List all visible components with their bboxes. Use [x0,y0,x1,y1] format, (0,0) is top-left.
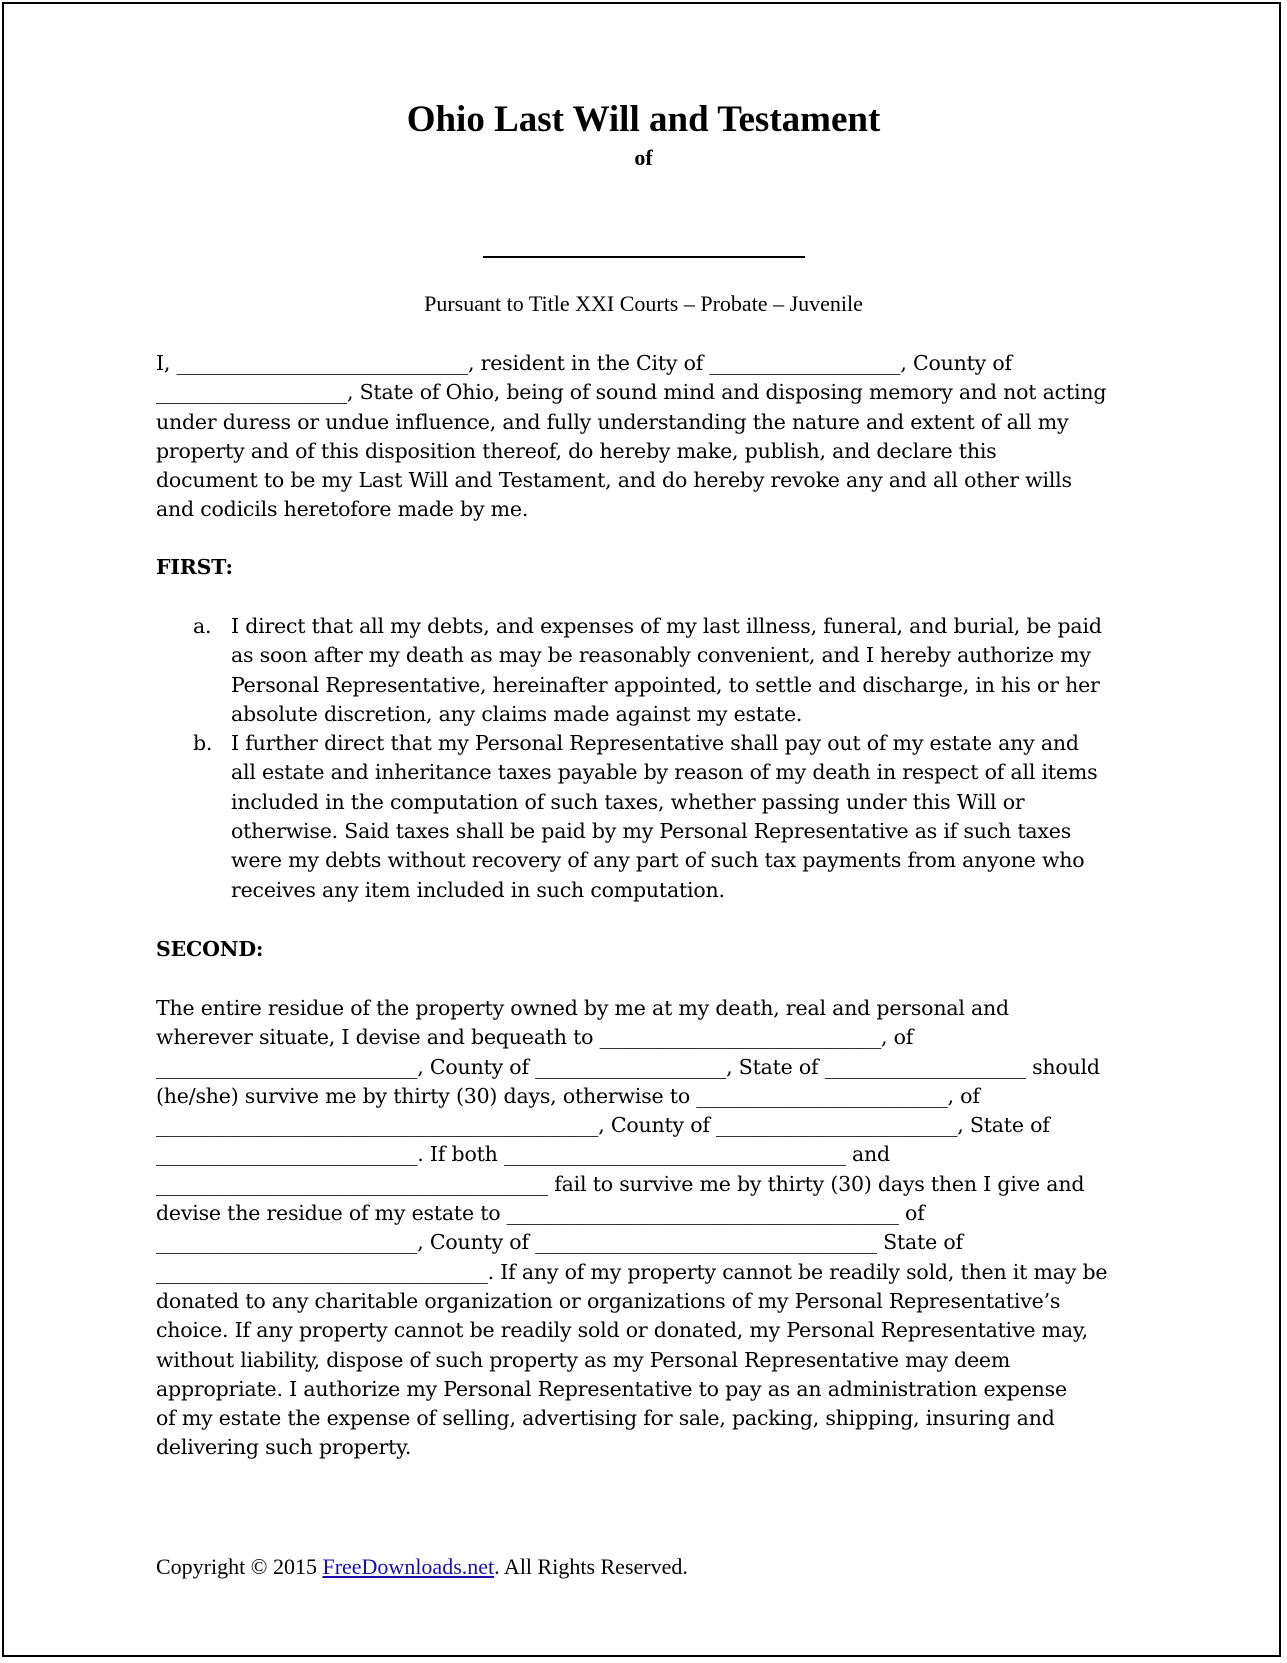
first-list [156,612,1136,905]
second-line: donated to any charitable organization or organizations of my Personal Representative’s [156,1288,1061,1313]
list-line: were my debts without recovery of any part of such tax payments from anyone who [231,848,1085,873]
second-line: without liability, dispose of such property as my Personal Representative may deem [156,1347,1011,1372]
list-item [156,612,1136,729]
document-subtitle: of [634,145,653,170]
second-line: choice. If any property cannot be readily sold or donated, my Personal Representative may, [156,1318,1088,1343]
second-line: delivering such property. [156,1435,412,1460]
second-line: __________________________. If both __________________________________ and [156,1142,890,1167]
list-line: I direct that all my debts, and expenses of my last illness, funeral, and burial, be paid [231,614,1102,638]
second-line: __________________________, County of ___________________, State of ____________________ should [156,1054,1100,1079]
list-marker: a. [193,614,212,638]
list-line: Personal Representative, hereinafter appointed, to settle and discharge, in his or her [231,672,1100,697]
second-line: _______________________________________ fail to survive me by thirty (30) days then I give and [156,1171,1085,1196]
list-marker: b. [193,731,213,756]
intro-line: property and of this disposition thereof, do hereby make, publish, and declare this [156,438,997,463]
document-title: Ohio Last Will and Testament [406,99,881,140]
first-heading: FIRST: [156,555,233,579]
copyright-suffix: . All Rights Reserved. [494,1554,688,1579]
second-line: of my estate the expense of selling, advertising for sale, packing, shipping, insuring and [156,1406,1055,1431]
intro-line: I, _____________________________, resident in the City of ___________________, County of [156,351,1012,375]
second-heading: SECOND: [156,937,264,961]
second-paragraph [156,994,1136,1463]
list-line: I further direct that my Personal Representative shall pay out of my estate any and [231,731,1079,756]
copyright-footer [156,1554,688,1580]
list-line: as soon after my death as may be reasonably convenient, and I hereby authorize my [231,643,1091,668]
intro-paragraph [156,349,1136,525]
second-line: ____________________________________________, County of ________________________, State of [156,1113,1050,1138]
second-line: wherever situate, I devise and bequeath to ____________________________, of [156,1025,914,1050]
freedownloads-link[interactable]: FreeDownloads.net [322,1554,495,1579]
second-line: The entire residue of the property owned by me at my death, real and personal and [156,996,1009,1020]
intro-line: document to be my Last Will and Testament, and do hereby revoke any and all other wills [156,468,1072,493]
second-line: appropriate. I authorize my Personal Representative to pay as an administration expense [156,1376,1067,1401]
second-line: _________________________________. If any of my property cannot be readily sold, then it may be [156,1259,1108,1284]
list-line: all estate and inheritance taxes payable by reason of my death in respect of all items [231,760,1098,785]
list-line: absolute discretion, any claims made against my estate. [231,701,803,726]
second-line: (he/she) survive me by thirty (30) days, otherwise to _________________________, of [156,1083,980,1108]
list-line: included in the computation of such taxes, whether passing under this Will or [231,789,1025,814]
intro-line: ___________________, State of Ohio, being of sound mind and disposing memory and not acting [156,380,1107,405]
intro-line: and codicils heretofore made by me. [156,497,529,522]
testator-name-blank[interactable] [483,256,805,258]
list-line: receives any item included in such computation. [231,877,725,902]
second-line: devise the residue of my estate to _______________________________________ of [156,1201,925,1226]
intro-line: under duress or undue influence, and fully understanding the nature and extent of all my [156,409,1069,434]
list-line: otherwise. Said taxes shall be paid by my Personal Representative as if such taxes [231,819,1072,844]
list-item [156,729,1136,905]
pursuant-line: Pursuant to Title XXI Courts – Probate – Juvenile [424,291,863,316]
copyright-prefix: Copyright © 2015 [156,1554,323,1579]
second-line: __________________________, County of __________________________________ State of [156,1230,963,1255]
